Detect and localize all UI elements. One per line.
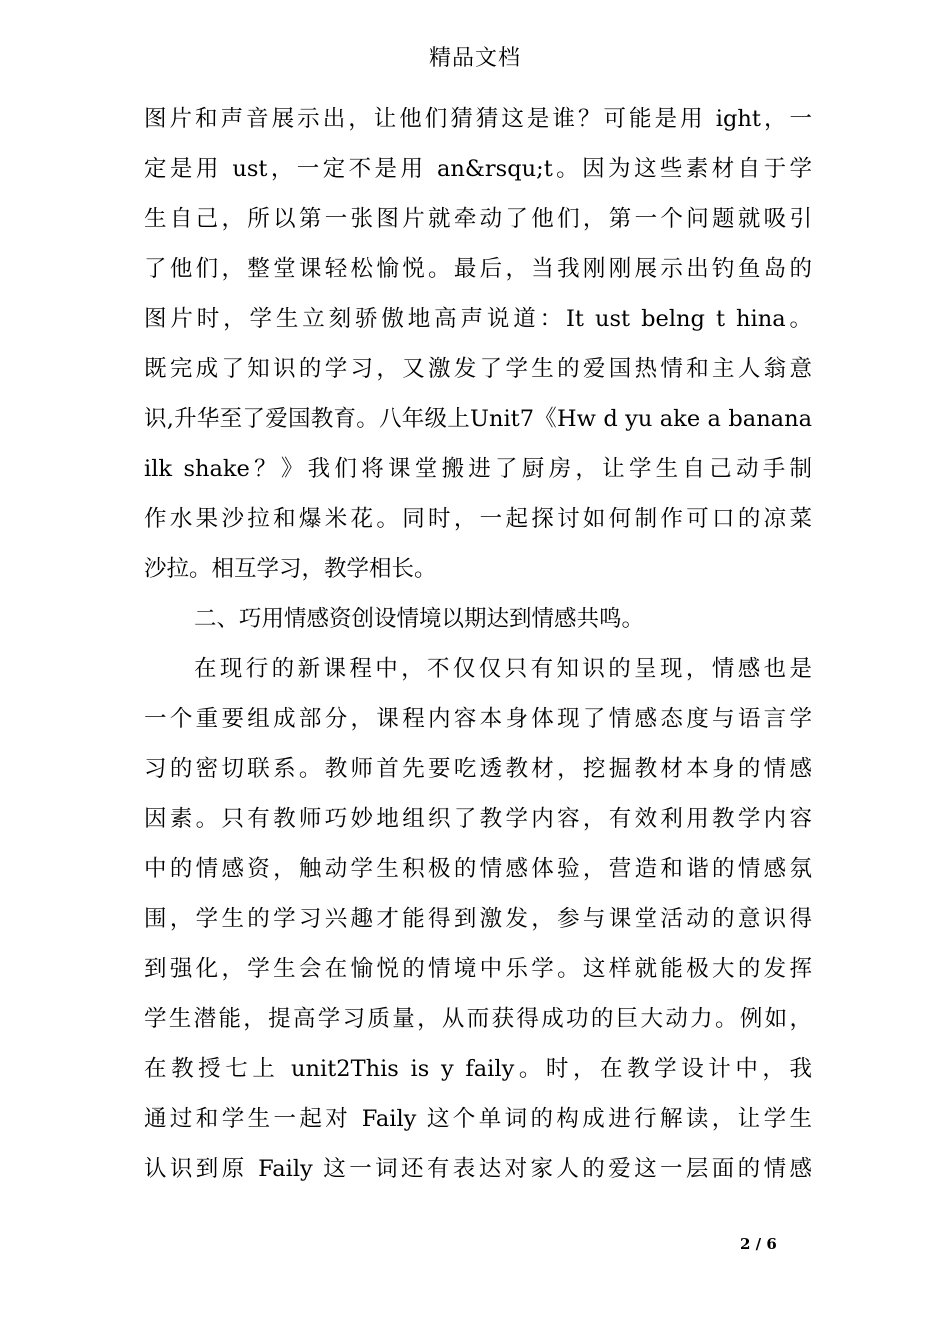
page-header-title: 精品文档 [428, 46, 521, 71]
body-text-line: 二、巧用情感资创设情境以期达到情感共鸣。 [194, 606, 645, 632]
body-text-line: 定是用 ust，一定不是用 an&rsqu;t。因为这些素材自于学 [144, 156, 812, 182]
body-text-line: 因素。只有教师巧妙地组织了教学内容，有效利用教学内容 [144, 806, 812, 832]
body-text-line: 图片和声音展示出，让他们猜猜这是谁？可能是用 ight，一 [144, 106, 812, 132]
body-text-line: 既完成了知识的学习，又激发了学生的爱国热情和主人翁意 [144, 356, 812, 382]
body-text-line: 在教授七上 unit2This is y faily。时，在教学设计中，我 [144, 1056, 812, 1082]
page-number: 2 / 6 [740, 1235, 777, 1253]
body-text-line: 认识到原 Faily 这一词还有表达对家人的爱这一层面的情感 [144, 1156, 812, 1182]
body-text-line: 了他们，整堂课轻松愉悦。最后，当我刚刚展示出钓鱼岛的 [144, 256, 812, 282]
document-body [144, 94, 812, 1194]
body-text-line: 到强化，学生会在愉悦的情境中乐学。这样就能极大的发挥 [144, 956, 812, 982]
body-text-line: 围，学生的学习兴趣才能得到激发，参与课堂活动的意识得 [144, 906, 812, 932]
body-text-line: 学生潜能，提高学习质量，从而获得成功的巨大动力。例如， [144, 1006, 812, 1032]
body-text-line: 图片时，学生立刻骄傲地高声说道：It ust belng t hina。 [144, 306, 812, 332]
body-text-line: 一个重要组成部分，课程内容本身体现了情感态度与语言学 [144, 706, 812, 732]
body-text-line: 习的密切联系。教师首先要吃透教材，挖掘教材本身的情感 [144, 756, 812, 782]
body-text-line: 通过和学生一起对 Faily 这个单词的构成进行解读，让学生 [144, 1106, 812, 1132]
body-text-line: 沙拉。相互学习，教学相长。 [144, 556, 437, 582]
body-text-line: 作水果沙拉和爆米花。同时，一起探讨如何制作可口的凉菜 [144, 506, 812, 532]
body-text-line: 生自己，所以第一张图片就牵动了他们，第一个问题就吸引 [144, 206, 812, 232]
body-text-line: 识,升华至了爱国教育。八年级上Unit7《Hw d yu ake a banana [144, 406, 812, 432]
body-text-line: 中的情感资，触动学生积极的情感体验，营造和谐的情感氛 [144, 856, 812, 882]
body-text-line: 在现行的新课程中，不仅仅只有知识的呈现，情感也是 [194, 656, 812, 682]
body-text-line: ilk shake？》我们将课堂搬进了厨房，让学生自己动手制 [144, 456, 812, 482]
